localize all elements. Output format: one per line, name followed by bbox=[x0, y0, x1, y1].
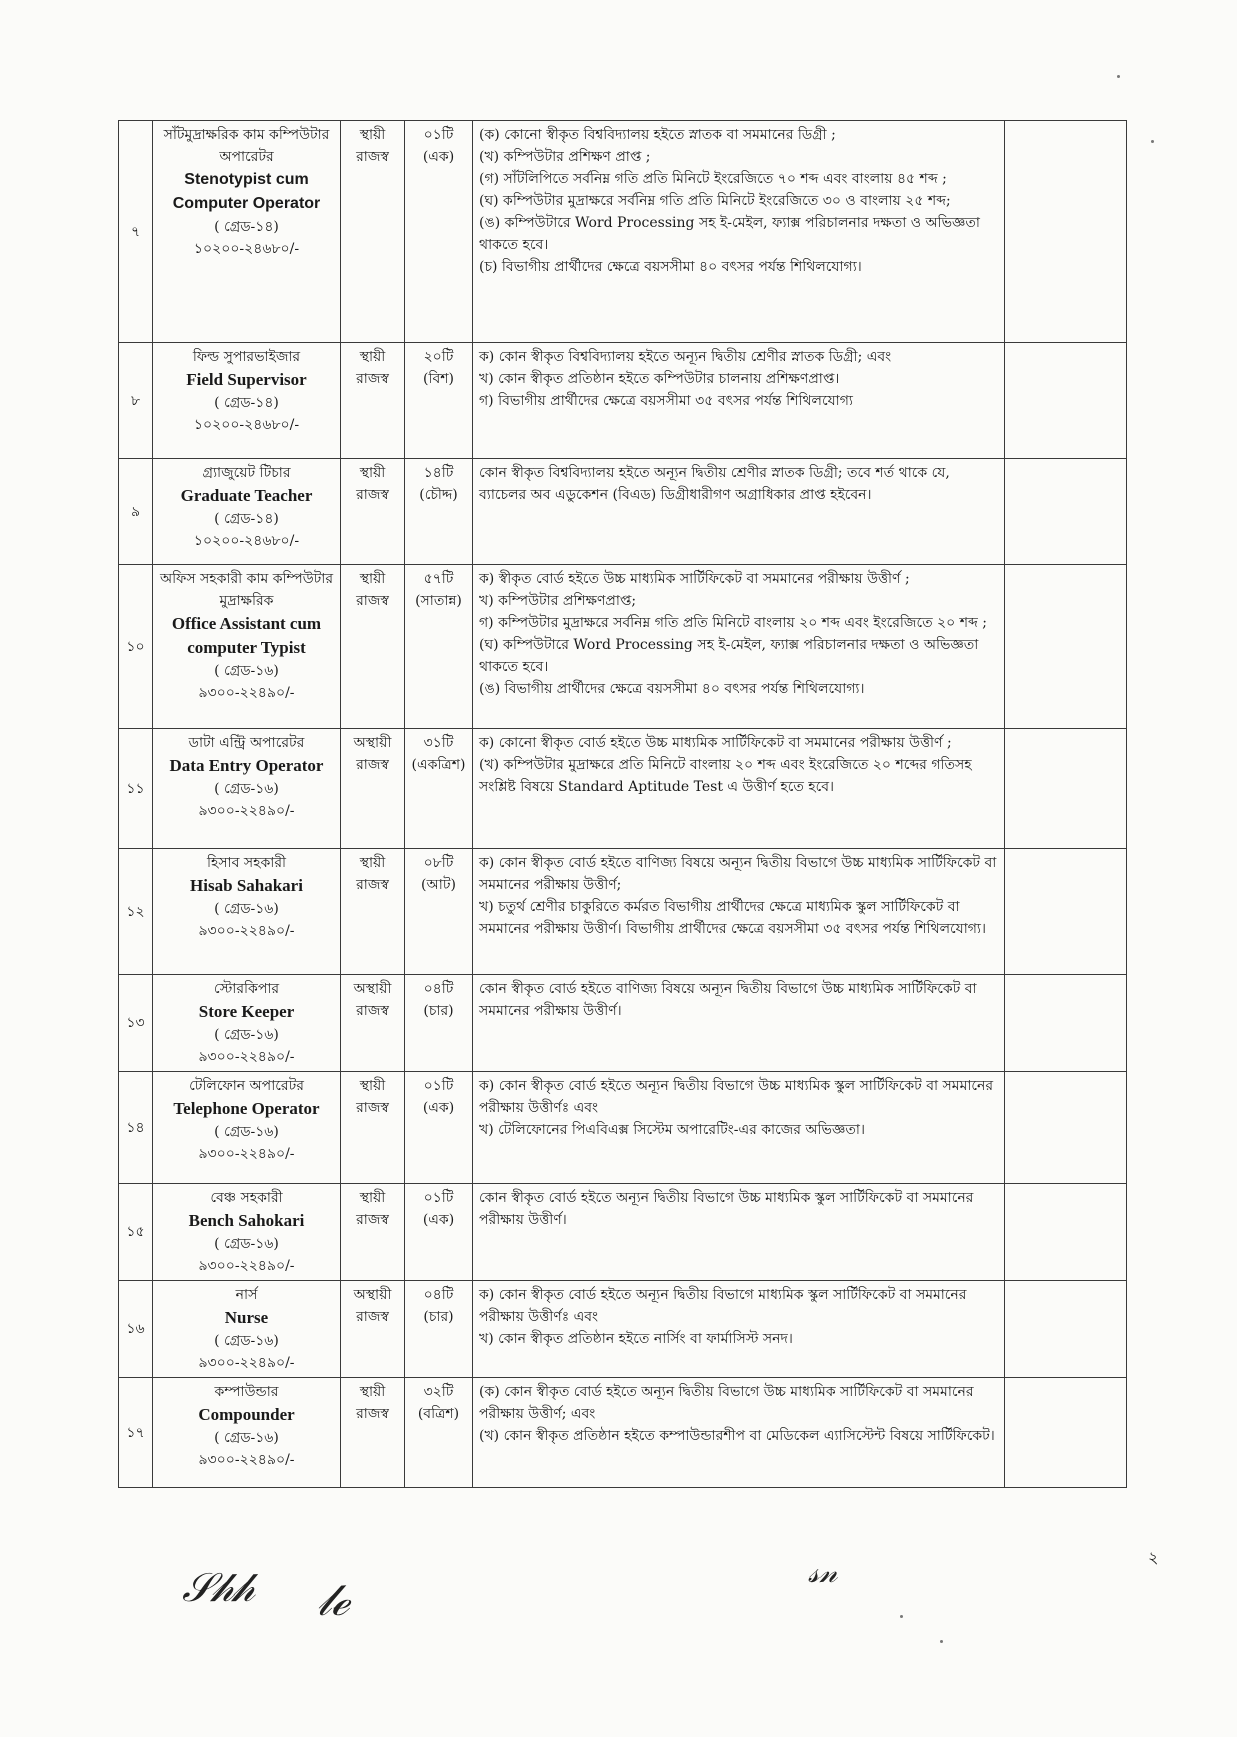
table-row bbox=[119, 343, 1127, 459]
post-title-bn: ডাটা এন্ট্রি অপারেটর bbox=[188, 735, 305, 751]
scan-speck bbox=[940, 1640, 943, 1643]
post-grade: ( গ্রেড-১৬) bbox=[214, 1333, 279, 1349]
post-grade: ( গ্রেড-১৪) bbox=[214, 511, 279, 527]
post-count: ০১টি (এক) bbox=[405, 1184, 473, 1281]
qualification-line: ক) কোন স্বীকৃত বোর্ড হইতে বাণিজ্য বিষয়ে অন্যূন দ্বিতীয় বিভাগে উচ্চ মাধ্যমিক সার্টিফিকেট বা সমমানের পরীক্ষায় উত্তীর্ণ; bbox=[479, 855, 997, 893]
pay-scale: ৯৩০০-২২৪৯০/- bbox=[198, 1049, 295, 1065]
pay-scale: ৯৩০০-২২৪৯০/- bbox=[198, 1355, 295, 1371]
qualification-line: (খ) কম্পিউটার মুদ্রাক্ষরে প্রতি মিনিটে বাংলায় ২০ শব্দ এবং ইংরেজিতে ২০ শব্দের গতিসহ সংশ্লিষ্ট বিষয়ে Standard Aptitude Test এ উত্তীর্ণ হতে হবে। bbox=[479, 757, 972, 795]
qualification-line: (খ) কম্পিউটার প্রশিক্ষণ প্রাপ্ত ; bbox=[479, 149, 651, 165]
qualification-cell bbox=[473, 1072, 1005, 1184]
remarks-cell bbox=[1005, 849, 1127, 975]
post-count: ৫৭টি (সাতান্ন) bbox=[405, 565, 473, 729]
qualification-line: (ক) কোন স্বীকৃত বোর্ড হইতে অন্যূন দ্বিতীয় বিভাগে উচ্চ মাধ্যমিক সার্টিফিকেট বা সমমানের পরীক্ষায় উত্তীর্ণ; এবং bbox=[479, 1384, 974, 1422]
post-title-bn: হিসাব সহকারী bbox=[206, 855, 287, 871]
post-count: ৩২টি (বত্রিশ) bbox=[405, 1378, 473, 1488]
qualification-line: খ) টেলিফোনের পিএবিএক্স সিস্টেম অপারেটিং-এর কাজের অভিজ্ঞতা। bbox=[479, 1122, 865, 1138]
post-grade: ( গ্রেড-১৬) bbox=[214, 1124, 279, 1140]
post-type: অস্থায়ী রাজস্ব bbox=[341, 729, 405, 849]
qualification-cell bbox=[473, 975, 1005, 1072]
post-title-en: Data Entry Operator bbox=[169, 756, 324, 775]
scan-speck bbox=[900, 1615, 903, 1618]
remarks-cell bbox=[1005, 343, 1127, 459]
post-title-bn: স্টোরকিপার bbox=[213, 981, 280, 997]
post-type: স্থায়ী রাজস্ব bbox=[341, 1378, 405, 1488]
post-grade: ( গ্রেড-১৬) bbox=[214, 663, 279, 679]
table-row bbox=[119, 1072, 1127, 1184]
serial-number: ১৬ bbox=[119, 1281, 153, 1378]
table-row bbox=[119, 1184, 1127, 1281]
qualification-cell bbox=[473, 565, 1005, 729]
qualification-cell bbox=[473, 459, 1005, 565]
post-title-en: Store Keeper bbox=[198, 1002, 295, 1021]
pay-scale: ৯৩০০-২২৪৯০/- bbox=[198, 803, 295, 819]
serial-number: ১৪ bbox=[119, 1072, 153, 1184]
post-title-en: Telephone Operator bbox=[173, 1099, 320, 1118]
post-title-bn: কম্পাউন্ডার bbox=[214, 1384, 279, 1400]
post-title-en: Compounder bbox=[198, 1405, 295, 1424]
post-title-cell bbox=[153, 729, 341, 849]
post-title-en: Hisab Sahakari bbox=[190, 876, 303, 895]
qualification-cell bbox=[473, 121, 1005, 343]
table-row bbox=[119, 729, 1127, 849]
post-title-cell bbox=[153, 459, 341, 565]
pay-scale: ৯৩০০-২২৪৯০/- bbox=[198, 1146, 295, 1162]
serial-number: ১২ bbox=[119, 849, 153, 975]
post-title-cell bbox=[153, 343, 341, 459]
qualification-cell bbox=[473, 1378, 1005, 1488]
post-count: ৩১টি (একত্রিশ) bbox=[405, 729, 473, 849]
qualification-line: (ঙ) কম্পিউটারে Word Processing সহ ই-মেইল, ফ্যাক্স পরিচালনার দক্ষতা ও অভিজ্ঞতা থাকতে হবে। bbox=[479, 215, 980, 253]
serial-number: ১০ bbox=[119, 565, 153, 729]
remarks-cell bbox=[1005, 975, 1127, 1072]
post-title-bn: টেলিফোন অপারেটর bbox=[189, 1078, 304, 1094]
qualification-line: ক) স্বীকৃত বোর্ড হইতে উচ্চ মাধ্যমিক সার্টিফিকেট বা সমমানের পরীক্ষায় উত্তীর্ণ ; bbox=[479, 571, 910, 587]
remarks-cell bbox=[1005, 1281, 1127, 1378]
post-title-cell bbox=[153, 1184, 341, 1281]
post-grade: ( গ্রেড-১৬) bbox=[214, 1027, 279, 1043]
remarks-cell bbox=[1005, 729, 1127, 849]
qualification-cell bbox=[473, 849, 1005, 975]
pay-scale: ৯৩০০-২২৪৯০/- bbox=[198, 1258, 295, 1274]
qualification-line: কোন স্বীকৃত বিশ্ববিদ্যালয় হইতে অন্যূন দ্বিতীয় শ্রেণীর স্নাতক ডিগ্রী; তবে শর্ত থাকে যে, ব্যাচেলর অব এডুকেশন (বিএড) ডিগ্রীধারীগণ অগ্রাধিকার প্রাপ্ত হইবেন। bbox=[479, 465, 950, 503]
post-grade: ( গ্রেড-১৬) bbox=[214, 1430, 279, 1446]
post-type: স্থায়ী রাজস্ব bbox=[341, 565, 405, 729]
table-row bbox=[119, 565, 1127, 729]
post-count: ২০টি (বিশ) bbox=[405, 343, 473, 459]
qualification-line: (ঘ) কম্পিউটার মুদ্রাক্ষরে সর্বনিম্ন গতি প্রতি মিনিটে ইংরেজিতে ৩০ ও বাংলায় ২৫ শব্দ; bbox=[479, 193, 951, 209]
pay-scale: ৯৩০০-২২৪৯০/- bbox=[198, 923, 295, 939]
page-number: ২ bbox=[1148, 1548, 1159, 1567]
post-title-en: Graduate Teacher bbox=[180, 486, 313, 505]
pay-scale: ৯৩০০-২২৪৯০/- bbox=[198, 685, 295, 701]
table-row bbox=[119, 459, 1127, 565]
post-title-cell bbox=[153, 121, 341, 343]
post-title-bn: গ্র্যাজুয়েট টিচার bbox=[202, 465, 291, 481]
qualification-cell bbox=[473, 1184, 1005, 1281]
job-posts-body bbox=[119, 121, 1127, 1488]
post-grade: ( গ্রেড-১৬) bbox=[214, 901, 279, 917]
serial-number: ১৫ bbox=[119, 1184, 153, 1281]
qualification-cell bbox=[473, 343, 1005, 459]
signature-1: 𝒮𝒽𝒽 bbox=[182, 1565, 253, 1611]
post-count: ০৪টি (চার) bbox=[405, 975, 473, 1072]
post-type: স্থায়ী রাজস্ব bbox=[341, 459, 405, 565]
table-row bbox=[119, 849, 1127, 975]
post-grade: ( গ্রেড-১৬) bbox=[214, 781, 279, 797]
remarks-cell bbox=[1005, 121, 1127, 343]
table-row bbox=[119, 1378, 1127, 1488]
serial-number: ৭ bbox=[119, 121, 153, 343]
post-title-bn: অফিস সহকারী কাম কম্পিউটার মুদ্রাক্ষরিক bbox=[159, 571, 334, 609]
qualification-line: ক) কোন স্বীকৃত বিশ্ববিদ্যালয় হইতে অন্যূন দ্বিতীয় শ্রেণীর স্নাতক ডিগ্রী; এবং bbox=[479, 349, 892, 365]
scan-speck bbox=[1151, 140, 1154, 143]
post-title-bn: ফিল্ড সুপারভাইজার bbox=[192, 349, 301, 365]
job-posts-table bbox=[118, 120, 1127, 1488]
qualification-line: (চ) বিভাগীয় প্রার্থীদের ক্ষেত্রে বয়সসীমা ৪০ বৎসর পর্যন্ত শিথিলযোগ্য। bbox=[479, 259, 862, 275]
post-type: স্থায়ী রাজস্ব bbox=[341, 849, 405, 975]
qualification-line: গ) বিভাগীয় প্রার্থীদের ক্ষেত্রে বয়সসীমা ৩৫ বৎসর পর্যন্ত শিথিলযোগ্য bbox=[479, 393, 853, 409]
remarks-cell bbox=[1005, 459, 1127, 565]
qualification-line: ক) কোনো স্বীকৃত বোর্ড হইতে উচ্চ মাধ্যমিক সার্টিফিকেট বা সমমানের পরীক্ষায় উত্তীর্ণ ; bbox=[479, 735, 952, 751]
qualification-line: কোন স্বীকৃত বোর্ড হইতে অন্যূন দ্বিতীয় বিভাগে উচ্চ মাধ্যমিক স্কুল সার্টিফিকেট বা সমমানের পরীক্ষায় উত্তীর্ণ। bbox=[479, 1190, 974, 1228]
post-count: ০৪টি (চার) bbox=[405, 1281, 473, 1378]
scan-speck bbox=[1117, 75, 1120, 78]
table-row bbox=[119, 1281, 1127, 1378]
remarks-cell bbox=[1005, 1184, 1127, 1281]
qualification-line: কোন স্বীকৃত বোর্ড হইতে বাণিজ্য বিষয়ে অন্যূন দ্বিতীয় বিভাগে উচ্চ মাধ্যমিক সার্টিফিকেট বা সমমানের পরীক্ষায় উত্তীর্ণ। bbox=[479, 981, 977, 1019]
pay-scale: ৯৩০০-২২৪৯০/- bbox=[198, 1452, 295, 1468]
serial-number: ৯ bbox=[119, 459, 153, 565]
qualification-line: (ক) কোনো স্বীকৃত বিশ্ববিদ্যালয় হইতে স্নাতক বা সমমানের ডিগ্রী ; bbox=[479, 127, 836, 143]
post-type: অস্থায়ী রাজস্ব bbox=[341, 975, 405, 1072]
signature-2: 𝓁ℯ bbox=[317, 1575, 349, 1626]
remarks-cell bbox=[1005, 565, 1127, 729]
post-count: ০৮টি (আট) bbox=[405, 849, 473, 975]
post-title-bn: নার্স bbox=[235, 1287, 258, 1303]
qualification-cell bbox=[473, 1281, 1005, 1378]
post-count: ১৪টি (চৌদ্দ) bbox=[405, 459, 473, 565]
post-type: স্থায়ী রাজস্ব bbox=[341, 343, 405, 459]
qualification-line: গ) কম্পিউটার মুদ্রাক্ষরে সর্বনিম্ন গতি প্রতি মিনিটে বাংলায় ২০ শব্দ এবং ইংরেজিতে ২০ শব্দ ; bbox=[479, 615, 987, 631]
table-row bbox=[119, 975, 1127, 1072]
qualification-line: খ) কোন স্বীকৃত প্রতিষ্ঠান হইতে নার্সিং বা ফার্মাসিস্ট সনদ। bbox=[479, 1331, 793, 1347]
post-title-en: Nurse bbox=[224, 1308, 269, 1327]
qualification-line: খ) কম্পিউটার প্রশিক্ষণপ্রাপ্ত; bbox=[479, 593, 637, 609]
remarks-cell bbox=[1005, 1378, 1127, 1488]
post-type: স্থায়ী রাজস্ব bbox=[341, 1184, 405, 1281]
post-count: ০১টি (এক) bbox=[405, 1072, 473, 1184]
serial-number: ১১ bbox=[119, 729, 153, 849]
post-title-cell bbox=[153, 1378, 341, 1488]
pay-scale: ১০২০০-২৪৬৮০/- bbox=[193, 417, 300, 433]
post-title-cell bbox=[153, 849, 341, 975]
post-type: স্থায়ী রাজস্ব bbox=[341, 121, 405, 343]
post-grade: ( গ্রেড-১৪) bbox=[214, 395, 279, 411]
post-title-cell bbox=[153, 975, 341, 1072]
qualification-cell bbox=[473, 729, 1005, 849]
table-row bbox=[119, 121, 1127, 343]
post-type: অস্থায়ী রাজস্ব bbox=[341, 1281, 405, 1378]
post-grade: ( গ্রেড-১৪) bbox=[214, 219, 279, 235]
post-title-en: Bench Sahokari bbox=[188, 1211, 305, 1230]
serial-number: ৮ bbox=[119, 343, 153, 459]
qualification-line: (ঘ) কম্পিউটারে Word Processing সহ ই-মেইল, ফ্যাক্স পরিচালনার দক্ষতা ও অভিজ্ঞতা থাকতে হবে। bbox=[479, 637, 979, 675]
post-type: স্থায়ী রাজস্ব bbox=[341, 1072, 405, 1184]
qualification-line: (গ) সাঁটলিপিতে সর্বনিম্ন গতি প্রতি মিনিটে ইংরেজিতে ৭০ শব্দ এবং বাংলায় ৪৫ শব্দ ; bbox=[479, 171, 947, 187]
post-title-en: Field Supervisor bbox=[186, 370, 307, 389]
post-grade: ( গ্রেড-১৬) bbox=[214, 1236, 279, 1252]
post-count: ০১টি (এক) bbox=[405, 121, 473, 343]
qualification-line: খ) কোন স্বীকৃত প্রতিষ্ঠান হইতে কম্পিউটার চালনায় প্রশিক্ষণপ্রাপ্ত। bbox=[479, 371, 840, 387]
post-title-cell bbox=[153, 565, 341, 729]
post-title-bn: সাঁটমুদ্রাক্ষরিক কাম কম্পিউটার অপারেটর bbox=[163, 127, 330, 165]
qualification-line: (খ) কোন স্বীকৃত প্রতিষ্ঠান হইতে কম্পাউন্ডারশীপ বা মেডিকেল এ্যাসিস্টেন্ট বিষয়ে সার্টিফিকেট। bbox=[479, 1428, 995, 1444]
qualification-line: ক) কোন স্বীকৃত বোর্ড হইতে অন্যূন দ্বিতীয় বিভাগে মাধ্যমিক স্কুল সার্টিফিকেট বা সমমানের পরীক্ষায় উত্তীর্ণঃ এবং bbox=[479, 1287, 967, 1325]
post-title-cell bbox=[153, 1281, 341, 1378]
qualification-line: (ঙ) বিভাগীয় প্রার্থীদের ক্ষেত্রে বয়সসীমা ৪০ বৎসর পর্যন্ত শিথিলযোগ্য। bbox=[479, 681, 865, 697]
post-title-en: Office Assistant cum computer Typist bbox=[171, 614, 322, 657]
pay-scale: ১০২০০-২৪৬৮০/- bbox=[193, 241, 300, 257]
serial-number: ১৩ bbox=[119, 975, 153, 1072]
post-title-bn: বেঞ্চ সহকারী bbox=[210, 1190, 283, 1206]
qualification-line: খ) চতুর্থ শ্রেণীর চাকুরিতে কর্মরত বিভাগীয় প্রার্থীদের ক্ষেত্রে মাধ্যমিক স্কুল সার্টিফিকেট বা সমমানের পরীক্ষায় উত্তীর্ণ। বিভাগীয় প্রার্থীদের ক্ষেত্রে বয়সসীমা ৩৫ বৎসর পর্যন্ত শিথিলযোগ্য। bbox=[479, 899, 986, 937]
post-title-cell bbox=[153, 1072, 341, 1184]
pay-scale: ১০২০০-২৪৬৮০/- bbox=[193, 533, 300, 549]
remarks-cell bbox=[1005, 1072, 1127, 1184]
qualification-line: ক) কোন স্বীকৃত বোর্ড হইতে অন্যূন দ্বিতীয় বিভাগে উচ্চ মাধ্যমিক স্কুল সার্টিফিকেট বা সমমানের পরীক্ষায় উত্তীর্ণঃ এবং bbox=[479, 1078, 994, 1116]
serial-number: ১৭ bbox=[119, 1378, 153, 1488]
signature-3: 𝓈𝓃 bbox=[808, 1555, 838, 1590]
post-title-en: Stenotypist cum Computer Operator bbox=[172, 171, 321, 212]
